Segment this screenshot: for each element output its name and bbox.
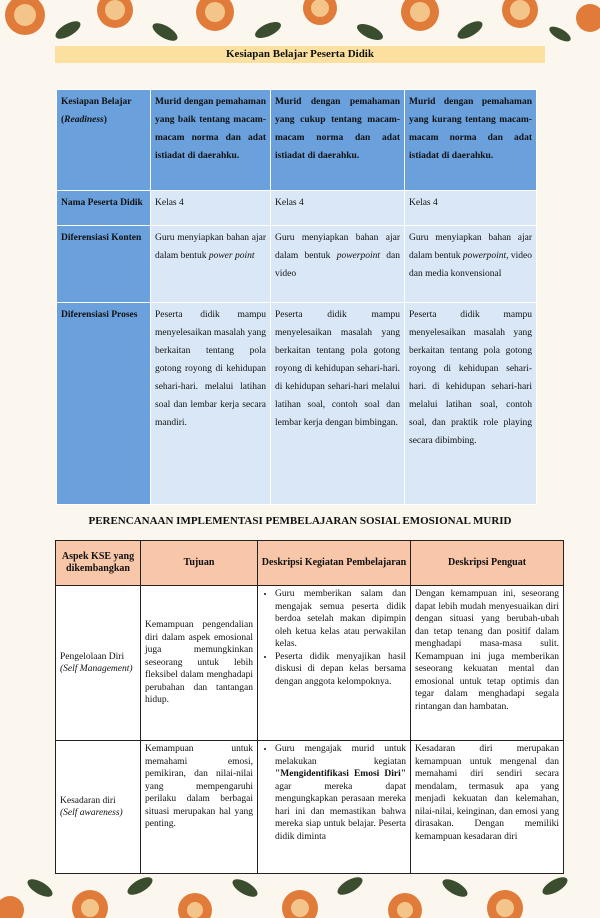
proses-cell: Peserta didik mampu menyelesaikan masalah yang berkaitan tentang pola gotong royong di kehidupan sehari-hari. melalui latihan soal dan lembar kerja secara mandiri.	[151, 303, 271, 505]
konten-cell: Guru menyiapkan bahan ajar dalam bentuk powerpoint, video dan media konvensional	[405, 226, 537, 303]
readiness-label: Kesiapan Belajar (Readiness)	[57, 90, 151, 191]
penguat-cell: Dengan kemampuan ini, seseorang dapat lebih mudah menyesuaikan diri dengan situasi yang berubah-ubah dan tetap tenang dan positif dalam menghadapi masa-masa sulit. Kemampuan ini juga memberikan seseorang kekuatan mental dan emosional untuk tetap optimis dan tegar dalam menghadapi segala rintangan dan hambatan.	[411, 586, 564, 741]
penguat-cell: Kesadaran diri merupakan kemampuan untuk mengenal dan memahami diri sendiri secara mendalam, termasuk apa yang menjadi kekuatan dan kelemahan, nilai-nilai, keinginan, dan emosi yang dirasakan. Dengan memiliki kemampuan kesadaran diri	[411, 741, 564, 874]
section-heading: PERENCANAAN IMPLEMENTASI PEMBELAJARAN SOSIAL EMOSIONAL MURID	[88, 515, 512, 527]
table-row	[57, 226, 537, 303]
kegiatan-cell	[258, 741, 411, 874]
table-header-row	[56, 541, 564, 586]
sel-plan-table	[55, 540, 564, 874]
table-row	[57, 191, 537, 226]
col-header-deskripsi: Deskripsi Kegiatan Pembelajaran	[258, 541, 411, 586]
konten-label: Diferensiasi Konten	[57, 226, 151, 303]
list-item: • Guru memberikan salam dan mengajak semua peserta didik berdoa setelah makan dipimpin oleh ketua kelas atau perwakilan kelas.	[275, 588, 406, 651]
readiness-fair: Murid dengan pemahaman yang cukup tentang macam- macam norma dan adat istiadat di daerahku.	[271, 90, 405, 191]
proses-cell: Peserta didik mampu menyelesaikan masalah yang berkaitan tentang pola gotong royong di kehidupan sehari-hari. di kehidupan sehari-hari melalui latihan soal, contoh soal, dan praktik role playing secara dibimbing.	[405, 303, 537, 505]
list-item: • Peserta didik menyajikan hasil diskusi di depan kelas bersama dengan anggota kelompoknya.	[275, 651, 406, 689]
aspek-cell: Kesadaran diri (Self awareness)	[56, 741, 141, 874]
konten-cell: Guru menyiapkan bahan ajar dalam bentuk powerpoint dan video	[271, 226, 405, 303]
proses-cell: Peserta didik mampu menyelesaikan masalah yang berkaitan tentang pola gotong royong di kehidupan sehari-hari. di kehidupan sehari-hari melalui latihan soal, contoh soal dan lembar kerja dengan bimbingan.	[271, 303, 405, 505]
tujuan-cell: Kemampuan pengendalian diri dalam aspek emosional juga memungkinkan seseorang untuk lebih fleksibel dalam menghadapi perubahan dan tantangan hidup.	[141, 586, 258, 741]
col-header-aspek: Aspek KSE yang dikembangkan	[56, 541, 141, 586]
aspek-cell: Pengelolaan Diri (Self Management)	[56, 586, 141, 741]
kegiatan-cell	[258, 586, 411, 741]
nama-label: Nama Peserta Didik	[57, 191, 151, 226]
readiness-poor: Murid dengan pemahaman yang kurang tentang macam-macam norma dan adat istiadat di daerahku.	[405, 90, 537, 191]
col-header-penguat: Deskripsi Penguat	[411, 541, 564, 586]
nama-cell: Kelas 4	[271, 191, 405, 226]
table-row	[57, 303, 537, 505]
nama-cell: Kelas 4	[405, 191, 537, 226]
table-row	[56, 586, 564, 741]
tujuan-cell: Kemampuan untuk memahami emosi, pemikiran, dan nilai-nilai yang mempengaruhi perilaku dalam berbagai situasi merupakan hal yang penting.	[141, 741, 258, 874]
konten-cell: Guru menyiapkan bahan ajar dalam bentuk power point	[151, 226, 271, 303]
nama-cell: Kelas 4	[151, 191, 271, 226]
doc-title: Kesiapan Belajar Peserta Didik	[55, 46, 545, 63]
table-row	[56, 741, 564, 874]
proses-label: Diferensiasi Proses	[57, 303, 151, 505]
readiness-table	[56, 89, 537, 505]
col-header-tujuan: Tujuan	[141, 541, 258, 586]
list-item: • Guru mengajak murid untuk melakukan kegiatan "Mengidentifikasi Emosi Diri" agar mereka dapat mengungkapkan perasaan mereka hari ini dan memastikan bahwa mereka siap untuk belajar. Peserta didik diminta	[275, 743, 406, 843]
table-row	[57, 90, 537, 191]
floral-border-bottom	[0, 858, 600, 918]
readiness-good: Murid dengan pemahaman yang baik tentang macam-macam norma dan adat istiadat di daerahku.	[151, 90, 271, 191]
